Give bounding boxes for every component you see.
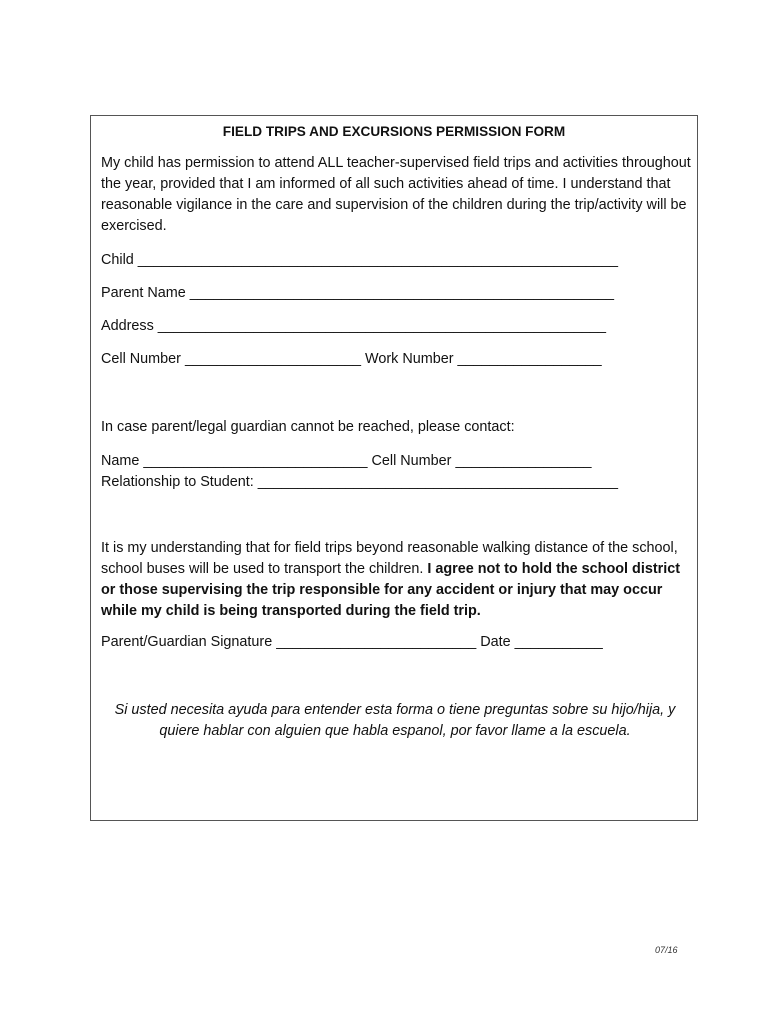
- permission-form-box: [90, 115, 698, 821]
- transport-text: It is my understanding that for field trips beyond reasonable walking distance of the school, school buses will be used to transport the children.: [101, 540, 678, 577]
- signature-date-field[interactable]: Parent/Guardian Signature _________________________ Date ___________: [101, 634, 603, 650]
- address-field[interactable]: Address ________________________________________________________: [101, 318, 606, 334]
- form-title: FIELD TRIPS AND EXCURSIONS PERMISSION FORM: [222, 124, 566, 139]
- revision-date: 07/16: [655, 945, 678, 955]
- child-field[interactable]: Child ____________________________________________________________: [101, 252, 618, 268]
- spanish-help-note: Si usted necesita ayuda para entender esta forma o tiene preguntas sobre su hijo/hija, y quiere hablar con alguien que habla espanol, por favor llame a la escuela.: [114, 702, 676, 739]
- contact-intro: In case parent/legal guardian cannot be reached, please contact:: [101, 419, 515, 435]
- transport-paragraph: [101, 538, 693, 622]
- cell-work-number-field[interactable]: Cell Number ______________________ Work Number __________________: [101, 351, 602, 367]
- relationship-field[interactable]: Relationship to Student: _____________________________________________: [101, 474, 618, 490]
- transport-agreement: I agree not to hold the school district or those supervising the trip responsible for any accident or injury that may occur while my child is being transported during the field trip.: [101, 561, 681, 619]
- parent-name-field[interactable]: Parent Name _____________________________________________________: [101, 285, 614, 301]
- intro-paragraph: My child has permission to attend ALL teacher-supervised field trips and activities throughout the year, provided that I am informed of all such activities ahead of time. I understand that reasonable vigilance in the care and supervision of the children during the trip/activity will be exercised.: [101, 155, 691, 234]
- contact-name-cell-field[interactable]: Name ____________________________ Cell Number _________________: [101, 453, 592, 469]
